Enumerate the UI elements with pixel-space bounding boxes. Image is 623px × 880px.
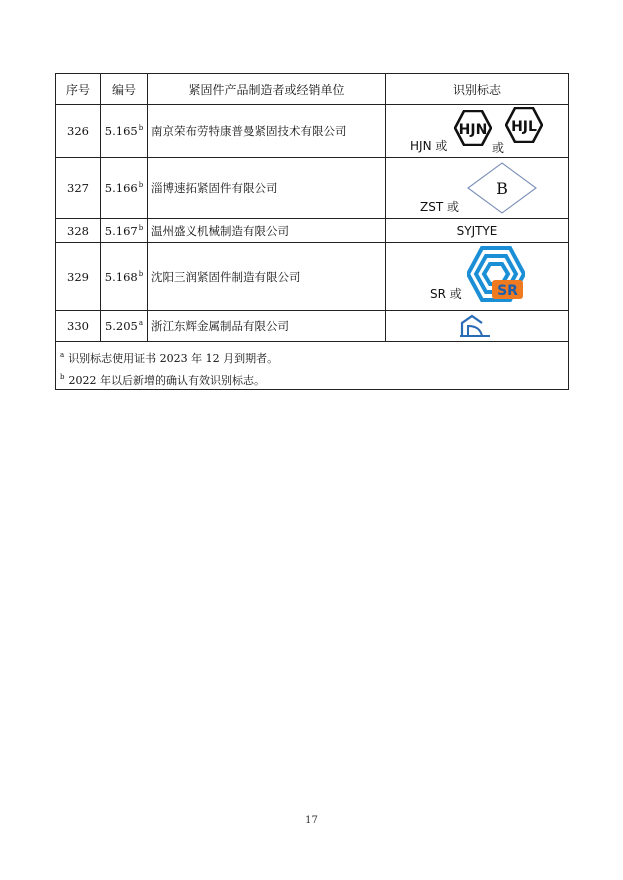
row-mark xyxy=(386,243,569,311)
row-name: 浙江东辉金属制品有限公司 xyxy=(148,311,386,342)
row-code: 5.168$^b$ xyxy=(101,243,148,311)
table-row xyxy=(56,311,569,342)
row-name: 淄博速拓紧固件有限公司 xyxy=(148,158,386,219)
row-code: 5.166$^b$ xyxy=(101,158,148,219)
row-name: 温州盛义机械制造有限公司 xyxy=(148,219,386,243)
fastener-marks-table xyxy=(55,73,569,390)
row-no: 330 xyxy=(56,311,101,342)
table-notes xyxy=(56,342,569,390)
header-mark: 识别标志 xyxy=(386,74,569,105)
header-code: 编号 xyxy=(101,74,148,105)
row-code: 5.167$^b$ xyxy=(101,219,148,243)
row-no: 329 xyxy=(56,243,101,311)
row-mark xyxy=(386,311,569,342)
table-header-row xyxy=(56,74,569,105)
mark-prefix: SR 或 xyxy=(430,287,462,301)
svg-text:B: B xyxy=(496,179,508,198)
row-code: 5.205$^a$ xyxy=(101,311,148,342)
house-logo-icon xyxy=(458,314,492,338)
mark-prefix: HJN 或 xyxy=(410,139,448,153)
hjn-logo xyxy=(454,110,492,146)
note-b: $^b$ 2022 年以后新增的确认有效识别标志。 xyxy=(60,372,265,387)
row-mark xyxy=(386,158,569,219)
mark-mid: 或 xyxy=(492,141,505,155)
page-number: 17 xyxy=(305,815,318,826)
table-row xyxy=(56,105,569,158)
diamond-b-logo xyxy=(466,161,538,215)
mark-prefix: ZST 或 xyxy=(420,200,459,214)
svg-text:SR: SR xyxy=(497,283,518,299)
hjl-logo xyxy=(505,107,543,143)
header-no: 序号 xyxy=(56,74,101,105)
row-name: 南京荣布劳特康普曼紧固技术有限公司 xyxy=(148,105,386,158)
note-a: $^a$ 识别标志使用证书 2023 年 12 月到期者。 xyxy=(60,350,279,365)
row-mark xyxy=(386,105,569,158)
header-name: 紧固件产品制造者或经销单位 xyxy=(148,74,386,105)
table-row xyxy=(56,158,569,219)
svg-text:HJL: HJL xyxy=(511,119,537,135)
row-no: 327 xyxy=(56,158,101,219)
table-row xyxy=(56,219,569,243)
table-row xyxy=(56,243,569,311)
row-mark: SYJTYE xyxy=(386,219,569,243)
sr-logo xyxy=(467,246,525,304)
row-no: 328 xyxy=(56,219,101,243)
row-code: 5.165$^b$ xyxy=(101,105,148,158)
notes-row xyxy=(56,342,569,390)
svg-text:HJN: HJN xyxy=(458,122,488,138)
row-name: 沈阳三润紧固件制造有限公司 xyxy=(148,243,386,311)
row-no: 326 xyxy=(56,105,101,158)
